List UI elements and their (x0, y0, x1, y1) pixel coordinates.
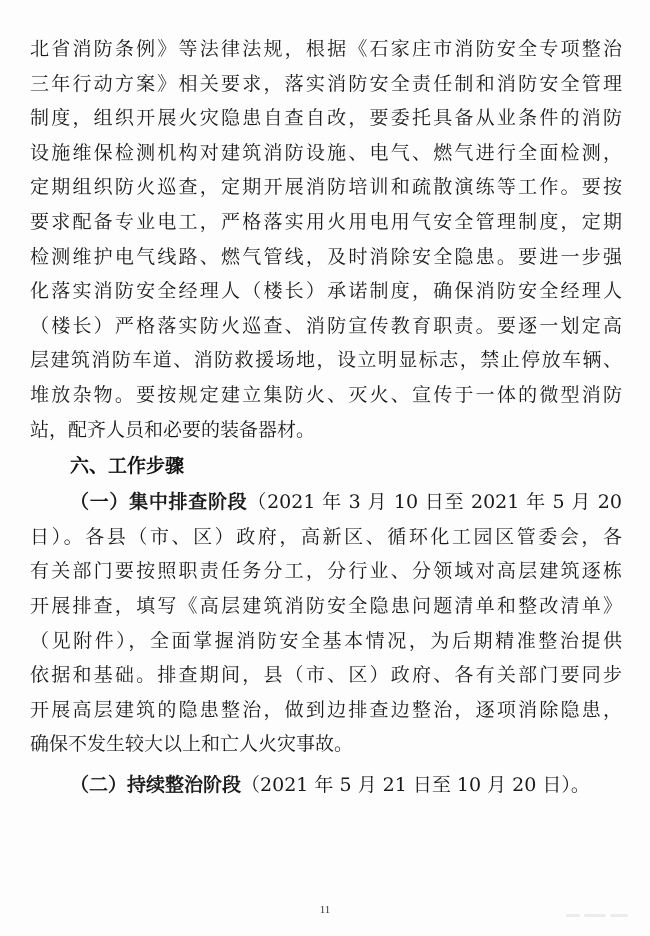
paragraph-line: 定期组织防火巡查，定期开展消防培训和疏散演练等工作。要按 (30, 176, 622, 199)
paragraph-line: 确保不发生较大以上和亡人火灾事故。 (30, 733, 354, 756)
paragraph-line: 依据和基础。排查期间，县（市、区）政府、各有关部门要同步 (30, 664, 622, 687)
paragraph-line: 站，配齐人员和必要的装备器材。 (30, 418, 316, 441)
watermark-icon (566, 909, 636, 921)
paragraph-line: （见附件），全面掌握消防安全基本情况，为后期精准整治提供 (30, 629, 622, 652)
paragraph-line: 日）。各县（市、区）政府，高新区、循环化工园区管委会，各 (30, 525, 622, 548)
paragraph-line: 化落实消防安全经理人（楼长）承诺制度，确保消防安全经理人 (30, 280, 622, 303)
paragraph-line: 设施维保检测机构对建筑消防设施、电气、燃气进行全面检测， (30, 141, 622, 164)
paragraph-line: 层建筑消防车道、消防救援场地，设立明显标志，禁止停放车辆、 (30, 349, 622, 372)
paragraph-line: 三年行动方案》相关要求，落实消防安全责任制和消防安全管理 (30, 72, 622, 95)
paragraph-line: 制度，组织开展火灾隐患自查自改，要委托具备从业条件的消防 (30, 107, 622, 130)
paragraph-line: 北省消防条例》等法律法规，根据《石家庄市消防安全专项整治 (30, 38, 622, 60)
stage-two-first-line (30, 768, 622, 803)
body-text (30, 32, 622, 802)
paragraph-line: 有关部门要按照职责任务分工，分行业、分领域对高层建筑逐栋 (30, 560, 622, 583)
stage-two-dates: （2021 年 5 月 21 日至 10 月 20 日）。 (241, 773, 590, 796)
paragraph-line: 开展高层建筑的隐患整治，做到边排查边整治，逐项消除隐患， (30, 698, 622, 721)
section-heading: 六、工作步骤 (70, 455, 185, 478)
stage-one-label: （一）集中排查阶段 (70, 491, 248, 514)
paragraph-line: 堆放杂物。要按规定建立集防火、灭火、宣传于一体的微型消防 (30, 383, 622, 406)
paragraph-line: 要求配备专业电工，严格落实用火用电用气安全管理制度，定期 (30, 210, 622, 233)
paragraph-line: 开展排查，填写《高层建筑消防安全隐患问题清单和整改清单》 (30, 594, 622, 617)
stage-one-dates: （2021 年 3 月 10 日至 2021 年 5 月 20 (247, 491, 622, 514)
paragraph-line: 检测维护电气线路、燃气管线，及时消除安全隐患。要进一步强 (30, 245, 622, 268)
stage-two-label: （二）持续整治阶段 (70, 773, 242, 796)
stage-one-first-line (30, 485, 622, 520)
paragraph-line: （楼长）严格落实防火巡查、消防宣传教育职责。要逐一划定高 (30, 314, 622, 337)
page-number: 11 (319, 904, 331, 916)
